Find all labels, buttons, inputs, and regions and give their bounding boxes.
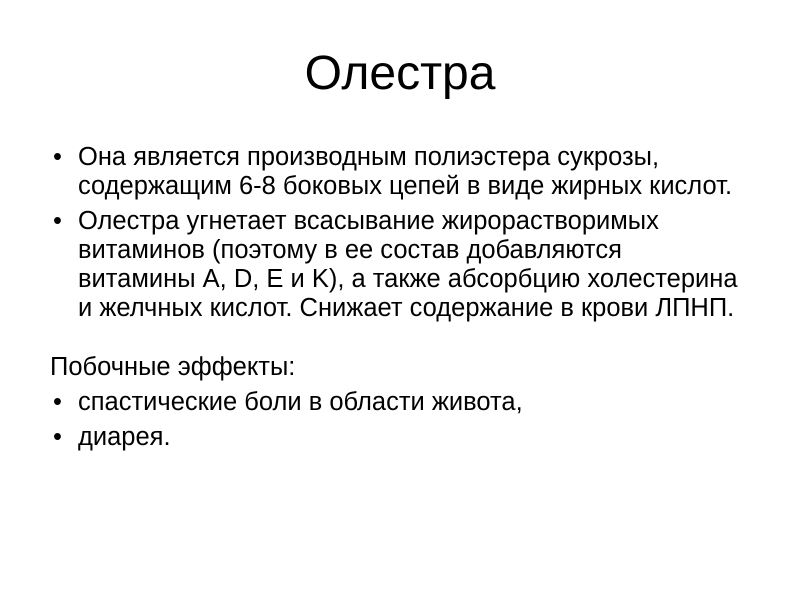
side-effects-heading: Побочные эффекты: — [50, 353, 296, 381]
bullet-marker: • — [53, 207, 62, 235]
main-bullet-list — [50, 143, 740, 323]
bullet-marker: • — [53, 388, 62, 416]
bullet-text: Олестра угнетает всасывание жирорастворимых витаминов (поэтому в ее состав добавляются витамины А, D, E и K), а также абсорбцию холестерина и желчных кислот. Снижает содержание в крови ЛПНП. — [78, 207, 738, 322]
bullet-marker: • — [53, 423, 62, 451]
bullet-marker: • — [53, 143, 62, 171]
side-effect-text: диарея. — [78, 423, 171, 451]
side-effect-text: спастические боли в области живота, — [78, 388, 523, 416]
slide-title: Олестра — [304, 47, 496, 100]
bullet-item — [50, 143, 740, 201]
bullet-item — [50, 207, 740, 323]
slide-content — [50, 143, 740, 458]
side-effect-item — [50, 388, 740, 417]
bullet-text: Она является производным полиэстера сукрозы, содержащим 6-8 боковых цепей в виде жирных кислот. — [78, 143, 733, 200]
side-effect-item — [50, 423, 740, 452]
side-effects-list — [50, 388, 740, 452]
